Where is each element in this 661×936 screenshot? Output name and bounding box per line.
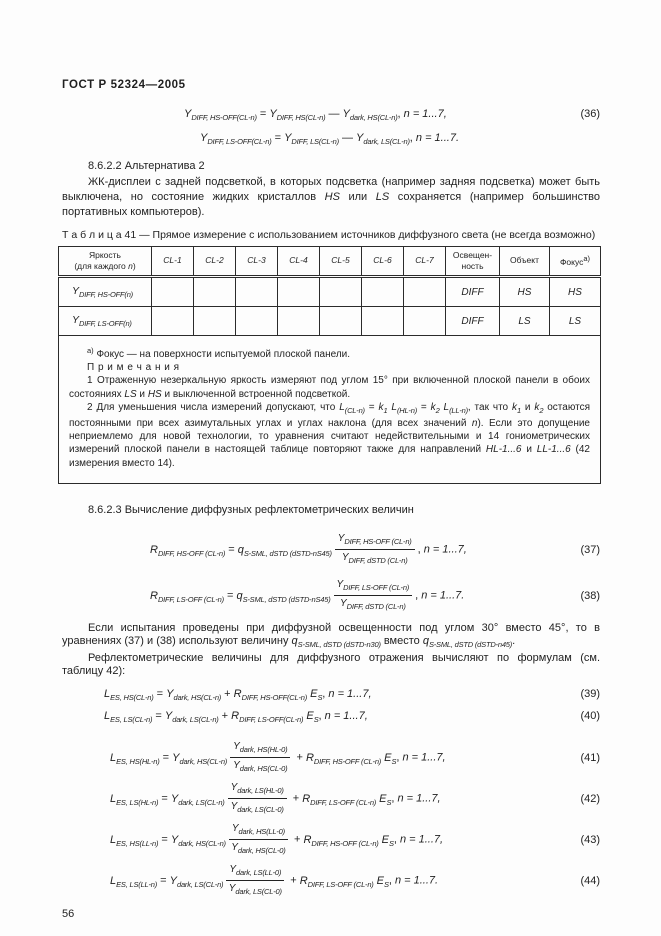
math-operator: = [157,874,170,887]
cell-empty [194,277,236,307]
italic-text: n = 1...7, [399,833,444,846]
equation-43 [62,821,600,859]
table-header-row [59,247,601,277]
table-41 [58,246,601,484]
col-header-cl6: CL-6 [362,247,404,277]
equation-38 [62,577,600,615]
math-variable: $q_{S-SML, dSTD (dSTD-nS45)}$ [236,589,331,604]
equation-36-line2: $Y_{DIFF, LS-OFF(CL-n)} = Y_{DIFF, LS(CL-n)}$ — $Y_{dark, LS(CL-n)}$, n = 1...7. [200,132,460,146]
italic-text: LS [375,191,390,203]
equation-41 [62,739,600,777]
italic-text: n [471,418,478,430]
math-operator: = [223,589,237,602]
fraction-denominator [231,799,284,816]
math-operator: = [152,709,165,722]
cell-object: HS [500,277,550,307]
math-fraction [230,740,290,775]
math-variable: $Y_{dark, HS(HL-0)}$ [233,741,288,755]
equation-40 [62,707,600,729]
italic-text: LL-1...6 [536,444,571,456]
math-variable: $Y_{dark, HS(CL-0)}$ [231,842,286,856]
table-row-ls [59,307,601,336]
math-variable: $k_1$ [512,401,521,415]
math-variable: $q_{S-SML, dSTD (dSTD-n45)}$ [422,635,513,650]
cell-empty [404,277,446,307]
math-operator: = [158,833,171,846]
math-variable: $Y_{DIFF, dSTD (CL-n)}$ [341,552,408,566]
math-operator: = [225,543,238,556]
equation-number-39: (39) [580,687,600,700]
math-variable: $Y_{dark, HS(LL-0)}$ [231,823,285,837]
italic-text: n [128,260,133,271]
math-variable: $L_{ES, HS(HL-n)}$ [110,751,160,766]
italic-text: n = 1...7, [397,792,441,805]
math-variable: $Y_{dark, HS(CL-0)}$ [233,760,288,774]
math-fraction [229,822,288,857]
math-variable: $E_S$ [310,687,323,702]
math-variable: $Y_{DIFF, LS-OFF(n)}$ [72,314,132,328]
italic-text: HS [147,388,162,400]
math-variable: $Y_{dark, LS(CL-n)}$ [356,132,410,146]
notes-heading: П р и м е ч а н и я [87,362,180,374]
math-variable: $k_2$ [430,401,440,415]
page-number: 56 [62,907,75,920]
italic-text: n = 1...7, [403,108,447,120]
equation-39 [62,685,600,707]
equation-40-body: $L_{ES, LS(CL-n)} = Y_{dark, LS(CL-n)} + R_{DIFF, LS-OFF(CL-n)}$ $E_S$, n = 1...7, [104,709,368,724]
section-heading-8.6.2.2: 8.6.2.2 Альтернатива 2 [88,160,205,172]
cell-empty [362,277,404,307]
math-variable: $Y_{DIFF, dSTD (CL-n)}$ [339,598,406,612]
math-variable: $q_{S-SML, dSTD (dSTD-n30)}$ [291,635,381,650]
math-operator: = [159,751,173,764]
math-variable: $R_{DIFF, HS-OFF (CL-n)}$ [303,833,379,848]
math-operator: + [218,709,232,722]
math-fraction [335,532,415,567]
math-variable: $Y_{dark, LS(CL-n)}$ [169,874,224,889]
col-header-cl1: CL-1 [152,247,194,277]
italic-text: n = 1...7, [328,687,372,700]
fraction-numerator [228,781,287,799]
table-notes-cell [59,336,601,484]
math-operator: = [158,792,171,805]
math-variable: $Y_{dark, HS(CL-n)}$ [342,108,398,122]
math-variable: $R_{DIFF, HS-OFF (CL-n)}$ [305,751,382,766]
table-note-2: 2 Для уменьшения числа измерений допускают, что $L_{(CL-n)} = k_1$ $L_{(HL-n)} = k_2$ $L_{(LL-n)}$, так что $k_1$ и $k_2$ остаются постоянными при всех азимутальных углах и углах наклона (для всех значений n). Если это допущение неприемлемо для новой технологии, то уравнения считают недействительными и 14 гониометрических измерений плоской панели в настоящей таблице повторяют также для направлений HL-1...6 и LL-1...6 (42 измерения вместо 14). [69,401,590,469]
cell-empty [320,277,362,307]
math-variable: $Y_{dark, LS(CL-n)}$ [170,792,225,807]
equation-number-37: (37) [580,543,600,556]
fraction-numerator [335,532,415,550]
cell-empty [194,307,236,336]
equation-44-body: $L_{ES, LS(LL-n)} = Y_{dark, LS(CL-n)}$ $\frac{Y_{dark, LS(LL-0)}}{Y_{dark, LS(CL-0)}}$ + $R_{DIFF, LS-OFF (CL-n)}$ $E_S$, n = 1...7. [110,864,439,897]
math-variable: $L_{ES, LS(LL-n)}$ [110,874,158,889]
italic-text: n = 1...7, [324,709,368,722]
math-variable: $R_{DIFF, LS-OFF (CL-n)}$ [150,589,224,604]
row-label-hs-off [59,277,152,307]
col-header-illuminance: Освещен- ность [446,247,500,277]
table-caption [62,229,600,242]
math-variable: $Y_{dark, HS(CL-n)}$ [170,833,226,848]
math-fraction [334,578,413,613]
equation-36 [62,104,600,152]
math-variable: $E_S$ [384,751,397,766]
math-variable: $k_1$ [378,401,388,415]
cell-empty [404,307,446,336]
equation-42 [62,780,600,818]
superscript-marker: а) [583,253,591,263]
equation-44 [62,862,600,900]
table-caption-label: Т а б л и ц а 41 [62,229,137,241]
equation-37-body: $R_{DIFF, HS-OFF (CL-n)} = q_{S-SML, dSTD (dSTD-nS45)}$ $\frac{Y_{DIFF, HS-OFF (CL-n)}}{Y_{DIFF, dSTD (CL-n)}}$ , n = 1...7, [150,533,467,566]
paragraph-8.6.2.2: ЖК-дисплеи с задней подсветкой, в которых подсветка (например задняя подсветка) может быть выключена, но состояние жидких кристаллов HS или LS сохраняется (например большинство портативных компьютеров). [62,176,600,218]
math-operator: = [256,108,270,120]
math-variable: $Y_{DIFF, HS-OFF(CL-n)}$ [184,108,257,122]
italic-text: n = 1...7, [402,751,446,764]
col-header-cl3: CL-3 [236,247,278,277]
italic-text: n = 1...7. [421,589,465,602]
math-variable: $L_{(CL-n)}$ [339,401,365,415]
equation-number-42: (42) [580,792,600,805]
math-variable: $E_S$ [379,792,392,807]
math-fraction [226,863,284,898]
cell-illuminance: DIFF [446,277,500,307]
fraction-numerator [229,822,288,840]
math-variable: $L_{ES, HS(LL-n)}$ [110,833,159,848]
cell-empty [320,307,362,336]
equation-number-44: (44) [580,874,600,887]
math-variable: $Y_{dark, LS(CL-0)}$ [230,801,284,815]
math-variable: $R_{DIFF, LS-OFF (CL-n)}$ [302,792,377,807]
math-variable: $Y_{DIFF, HS-OFF(n)}$ [72,285,133,299]
math-variable: $E_S$ [381,833,394,848]
math-fraction [228,781,287,816]
cell-illuminance: DIFF [446,307,500,336]
col-header-cl5: CL-5 [320,247,362,277]
italic-text: LS [124,388,137,400]
math-operator: + [290,833,304,846]
math-variable: $R_{DIFF, HS-OFF (CL-n)}$ [150,543,226,558]
table-note-1: 1 Отраженную незеркальную яркость измеряют под углом 15° при включенной плоской панели в обоих состояниях LS и HS и выключенной встроенной подсветкой. [69,375,590,400]
equation-number-36: (36) [580,108,600,120]
math-variable: $Y_{DIFF, LS(CL-n)}$ [284,132,339,146]
math-variable: $Y_{dark, LS(CL-n)}$ [164,709,219,724]
math-variable: $Y_{dark, LS(HL-0)}$ [230,782,284,796]
italic-text: n = 1...7. [415,132,460,144]
equation-37 [62,531,600,569]
paragraph-reflectometric: Рефлектометрические величины для диффузного отражения вычисляют по формулам (см. таблицу 42): [62,651,600,678]
math-variable: $E_S$ [306,709,319,724]
col-header-cl7: CL-7 [404,247,446,277]
math-variable: $Y_{dark, HS(CL-n)}$ [166,687,222,702]
section-heading-8.6.2.3: 8.6.2.3 Вычисление диффузных рефлектометрических величин [88,503,414,516]
math-variable: $R_{DIFF, LS-OFF(CL-n)}$ [231,709,304,724]
cell-focus: HS [550,277,601,307]
col-header-cl4: CL-4 [278,247,320,277]
math-operator: + [221,687,234,700]
page-content [62,0,600,920]
math-variable: $E_S$ [376,874,389,889]
equation-number-41: (41) [580,751,600,764]
math-variable: $Y_{dark, LS(CL-0)}$ [228,883,282,897]
fraction-denominator [342,550,408,567]
math-operator: = [271,132,285,144]
math-variable: $Y_{dark, LS(LL-0)}$ [229,864,282,878]
fraction-denominator [233,758,287,775]
cell-empty [236,307,278,336]
cell-object: LS [500,307,550,336]
equation-number-38: (38) [580,589,600,602]
math-variable: $R_{DIFF, HS-OFF(CL-n)}$ [233,687,308,702]
math-operator: + [287,874,300,887]
math-variable: $Y_{DIFF, LS-OFF (CL-n)}$ [336,579,410,593]
table-row-hs [59,277,601,307]
math-operator: — [338,132,357,144]
paragraph-diffuse-conditions: Если испытания проведены при диффузной освещенности под углом 30° вместо 45°, то в уравнениях (37) и (38) используют величину $q_{S-SML, dSTD (dSTD-n30)}$ вместо $q_{S-SML, dSTD (dSTD-n45)}$. [62,621,600,650]
math-variable: $k_2$ [534,401,544,415]
math-variable: $Y_{DIFF, LS-OFF(CL-n)}$ [200,132,272,146]
equation-38-body: $R_{DIFF, LS-OFF (CL-n)} = q_{S-SML, dSTD (dSTD-nS45)}$ $\frac{Y_{DIFF, LS-OFF (CL-n)}}{Y_{DIFF, dSTD (CL-n)}}$ , n = 1...7. [150,579,465,612]
math-operator: + [293,751,306,764]
equation-number-43: (43) [580,833,600,846]
fraction-denominator [229,881,282,898]
cell-empty [152,277,194,307]
equation-41-body: $L_{ES, HS(HL-n)} = Y_{dark, HS(CL-n)}$ $\frac{Y_{dark, HS(HL-0)}}{Y_{dark, HS(CL-0)}}$ + $R_{DIFF, HS-OFF (CL-n)}$ $E_S$, n = 1...7, [110,741,446,774]
fraction-numerator [334,578,413,596]
math-variable: $Y_{DIFF, HS-OFF (CL-n)}$ [337,533,412,547]
col-header-cl2: CL-2 [194,247,236,277]
math-variable: $L_{ES, LS(HL-n)}$ [110,792,159,807]
cell-empty [278,277,320,307]
equation-36-line1: $Y_{DIFF, HS-OFF(CL-n)} = Y_{DIFF, HS(CL-n)}$ — $Y_{dark, HS(CL-n)}$, n = 1...7, [184,108,447,122]
italic-text: n = 1...7, [423,543,467,556]
math-variable: $L_{ES, HS(CL-n)}$ [104,687,154,702]
standard-designation: ГОСТ Р 52324—2005 [62,79,186,91]
superscript-marker: а) [87,346,94,355]
math-operator: — [325,108,343,120]
cell-empty [236,277,278,307]
equation-43-body: $L_{ES, HS(LL-n)} = Y_{dark, HS(CL-n)}$ $\frac{Y_{dark, HS(LL-0)}}{Y_{dark, HS(CL-0)}}$ + $R_{DIFF, HS-OFF (CL-n)}$ $E_S$, n = 1...7, [110,823,444,856]
table-notes-row [59,336,601,484]
col-header-object: Объект [500,247,550,277]
fraction-numerator [226,863,284,881]
math-variable: $L_{(HL-n)}$ [391,401,417,415]
italic-text: HL-1...6 [485,444,522,456]
italic-text: HS [324,191,340,203]
equation-number-40: (40) [580,709,600,722]
equation-39-body: $L_{ES, HS(CL-n)} = Y_{dark, HS(CL-n)} + R_{DIFF, HS-OFF(CL-n)}$ $E_S$, n = 1...7, [104,687,372,702]
math-variable: $Y_{DIFF, HS(CL-n)}$ [269,108,326,122]
cell-empty [152,307,194,336]
cell-focus: LS [550,307,601,336]
math-variable: $q_{S-SML, dSTD (dSTD-nS45)}$ [237,543,332,558]
italic-text: n = 1...7. [394,874,439,887]
cell-empty [362,307,404,336]
table-footnote-a: $^{а)}$ Фокус — на поверхности испытуемой плоской панели. [87,346,351,360]
cell-empty [278,307,320,336]
equation-42-body: $L_{ES, LS(HL-n)} = Y_{dark, LS(CL-n)}$ $\frac{Y_{dark, LS(HL-0)}}{Y_{dark, LS(CL-0)}}$ + $R_{DIFF, LS-OFF (CL-n)}$ $E_S$, n = 1...7, [110,782,441,815]
row-label-ls-off [59,307,152,336]
col-header-luminance: Яркость (для каждого n) [59,247,152,277]
fraction-numerator [230,740,290,758]
math-variable: $Y_{dark, HS(CL-n)}$ [172,751,228,766]
table-caption-text: — Прямое измерение с использованием источников диффузного света (не всегда возможно) [139,229,596,241]
math-variable: $R_{DIFF, LS-OFF (CL-n)}$ [299,874,374,889]
math-operator: = [153,687,167,700]
math-variable: $L_{(LL-n)}$ [443,401,468,415]
fraction-denominator [231,840,285,857]
math-operator: + [289,792,303,805]
math-variable: $L_{ES, LS(CL-n)}$ [104,709,153,724]
fraction-denominator [340,596,406,613]
col-header-focus: Фокус$^{а)}$ [550,247,601,277]
